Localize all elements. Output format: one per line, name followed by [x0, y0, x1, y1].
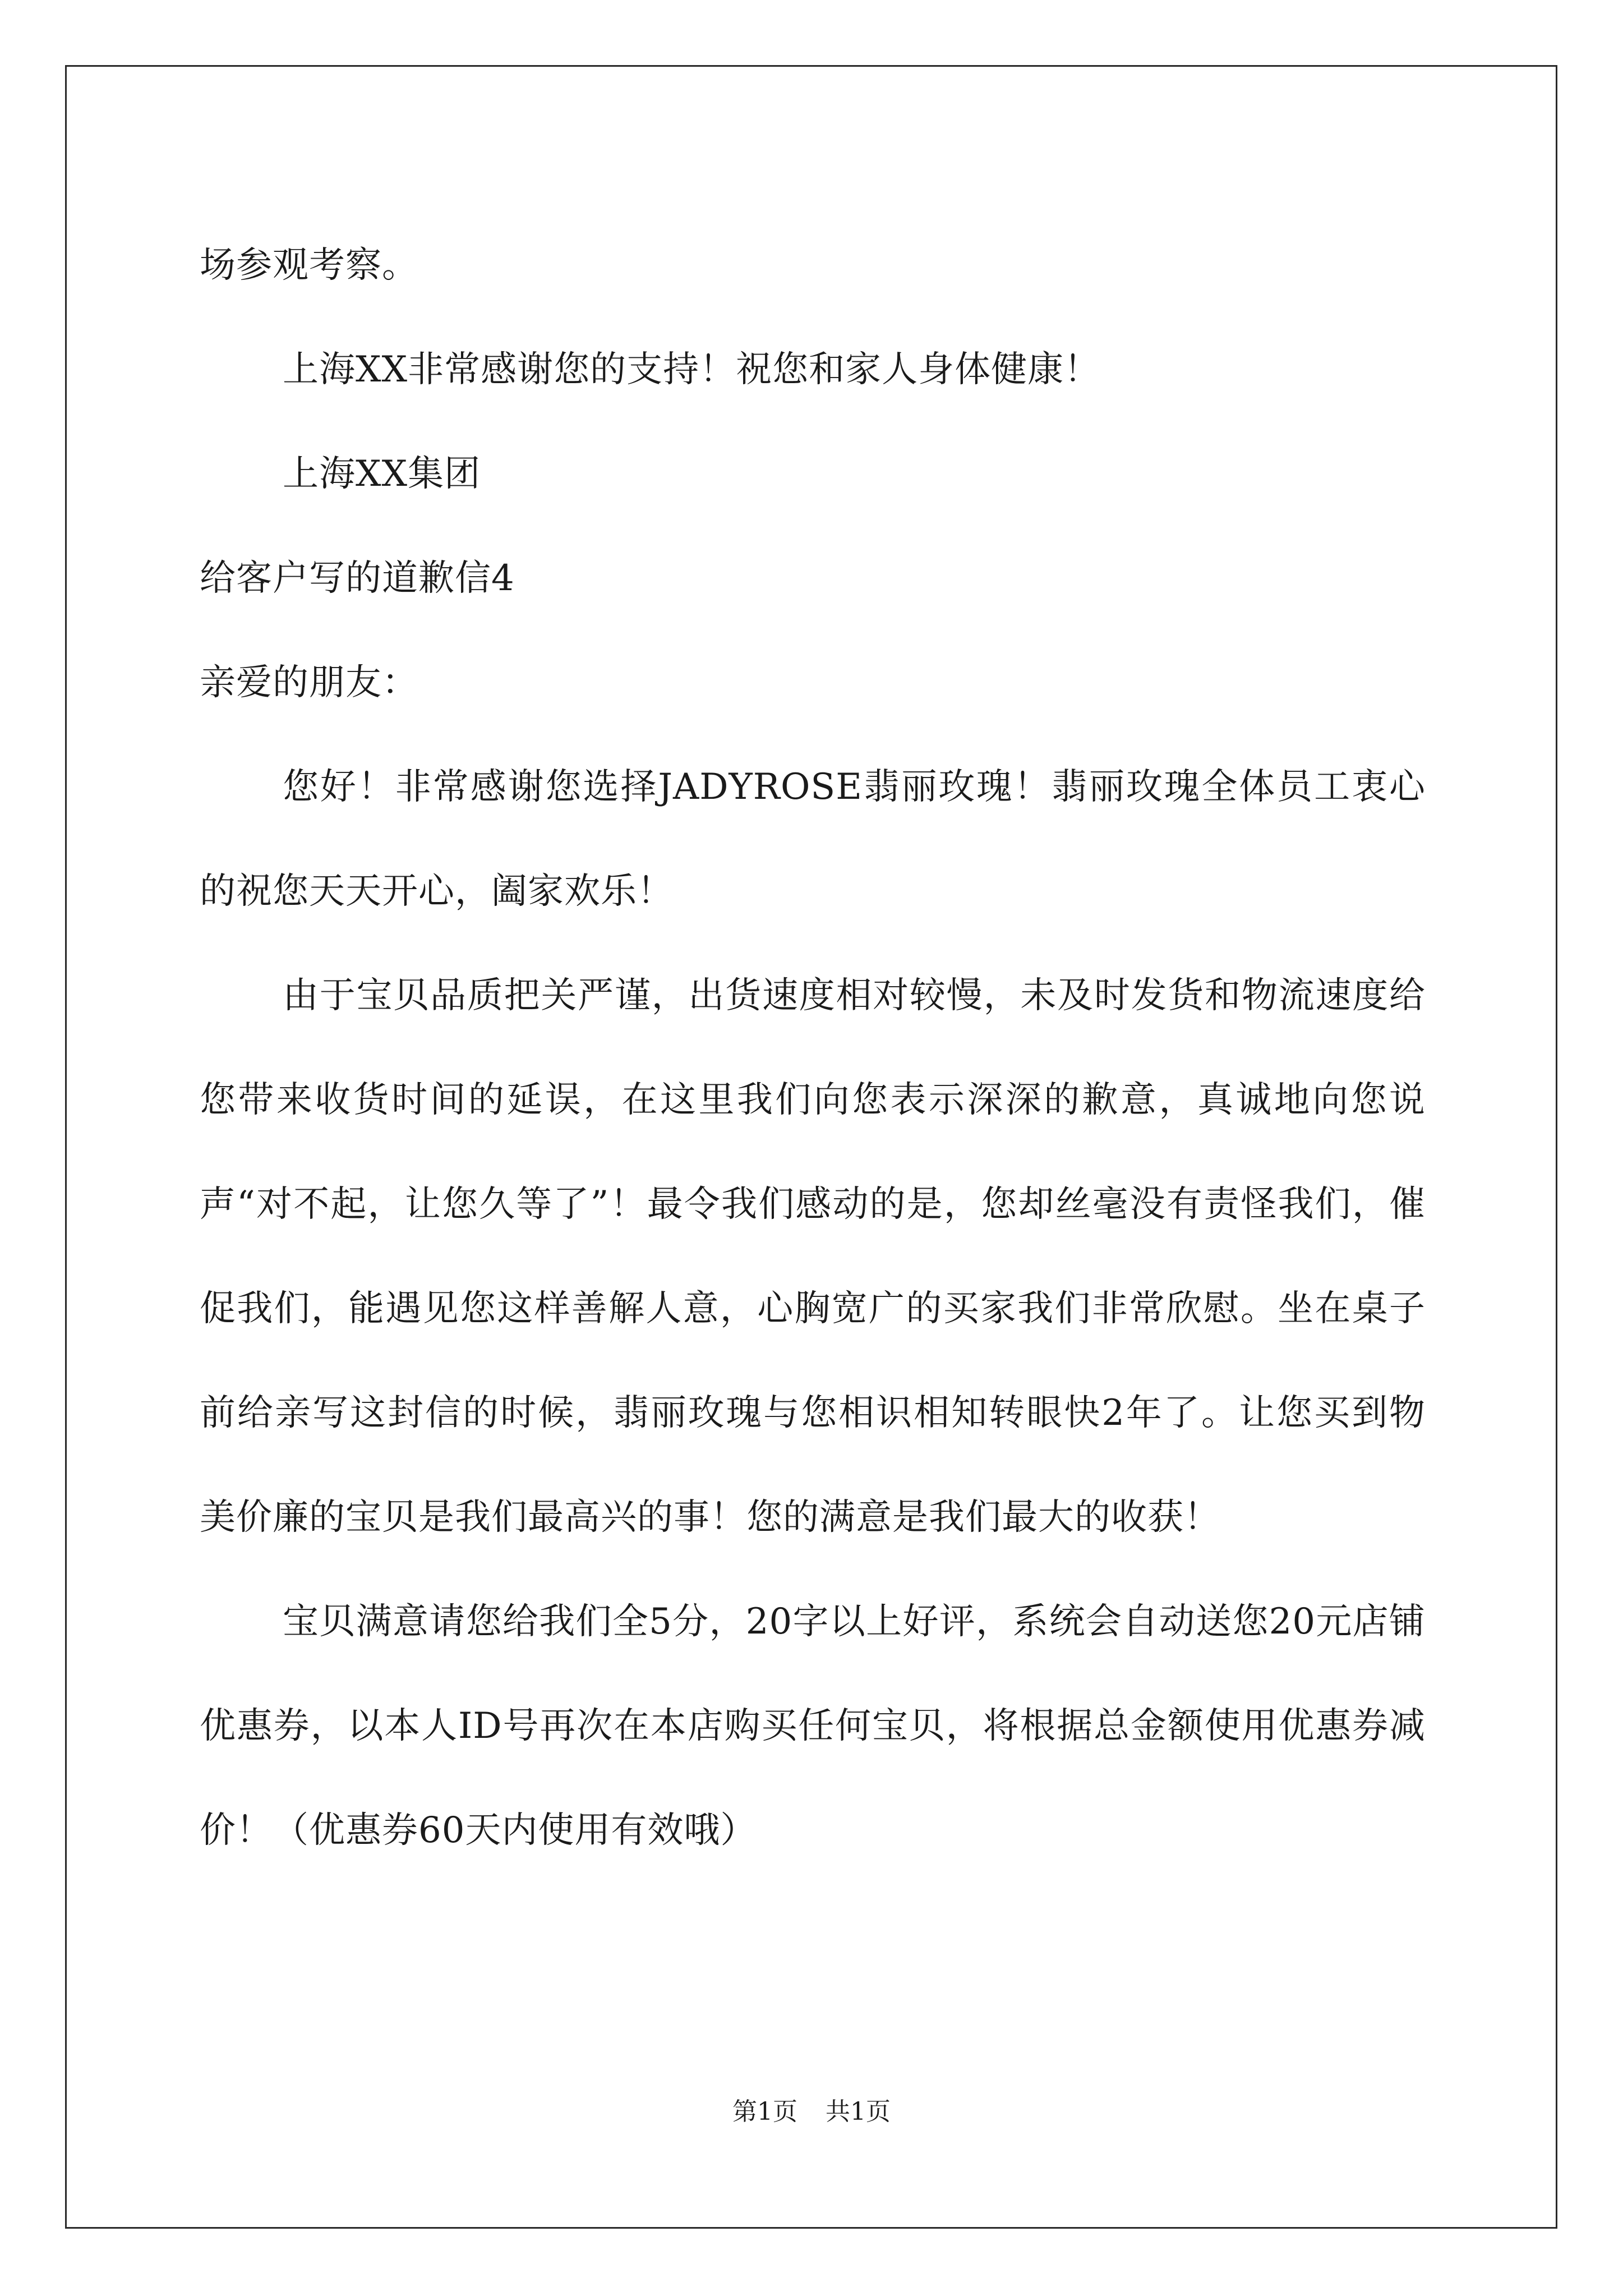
paragraph-greeting: 您好！非常感谢您选择JADYROSE翡丽玫瑰！翡丽玫瑰全体员工衷心的祝您天天开心，阖家欢乐！ — [200, 766, 1426, 912]
page-number-total: 共1页 — [826, 2097, 891, 2126]
letter-body — [200, 213, 1426, 1883]
paragraph-thanks: 上海XX非常感谢您的支持！祝您和家人身体健康！ — [283, 349, 1101, 390]
paragraph-closing-continuation: 场参观考察。 — [200, 245, 418, 286]
paragraph-apology: 由于宝贝品质把关严谨，出货速度相对较慢，未及时发货和物流速度给您带来收货时间的延误，在这里我们向您表示深深的歉意，真诚地向您说声“对不起，让您久等了”！最令我们感动的是，您却丝毫没有责怪我们，催促我们，能遇见您这样善解人意，心胸宽广的买家我们非常欣慰。坐在桌子前给亲写这封信的时候，翡丽玫瑰与您相识相知转眼快2年了。让您买到物美价廉的宝贝是我们最高兴的事！您的满意是我们最大的收获！ — [200, 975, 1426, 1538]
section-heading: 给客户写的道歉信4 — [200, 558, 515, 599]
paragraph-coupon: 宝贝满意请您给我们全5分，20字以上好评，系统会自动送您20元店铺优惠券，以本人ID号再次在本店购买任何宝贝，将根据总金额使用优惠券减价！（优惠券60天内使用有效哦） — [200, 1601, 1426, 1851]
salutation: 亲爱的朋友： — [200, 662, 418, 703]
signature-line: 上海XX集团 — [283, 453, 481, 495]
page-footer — [0, 2091, 1623, 2127]
page-number-current: 第1页 — [732, 2097, 797, 2126]
